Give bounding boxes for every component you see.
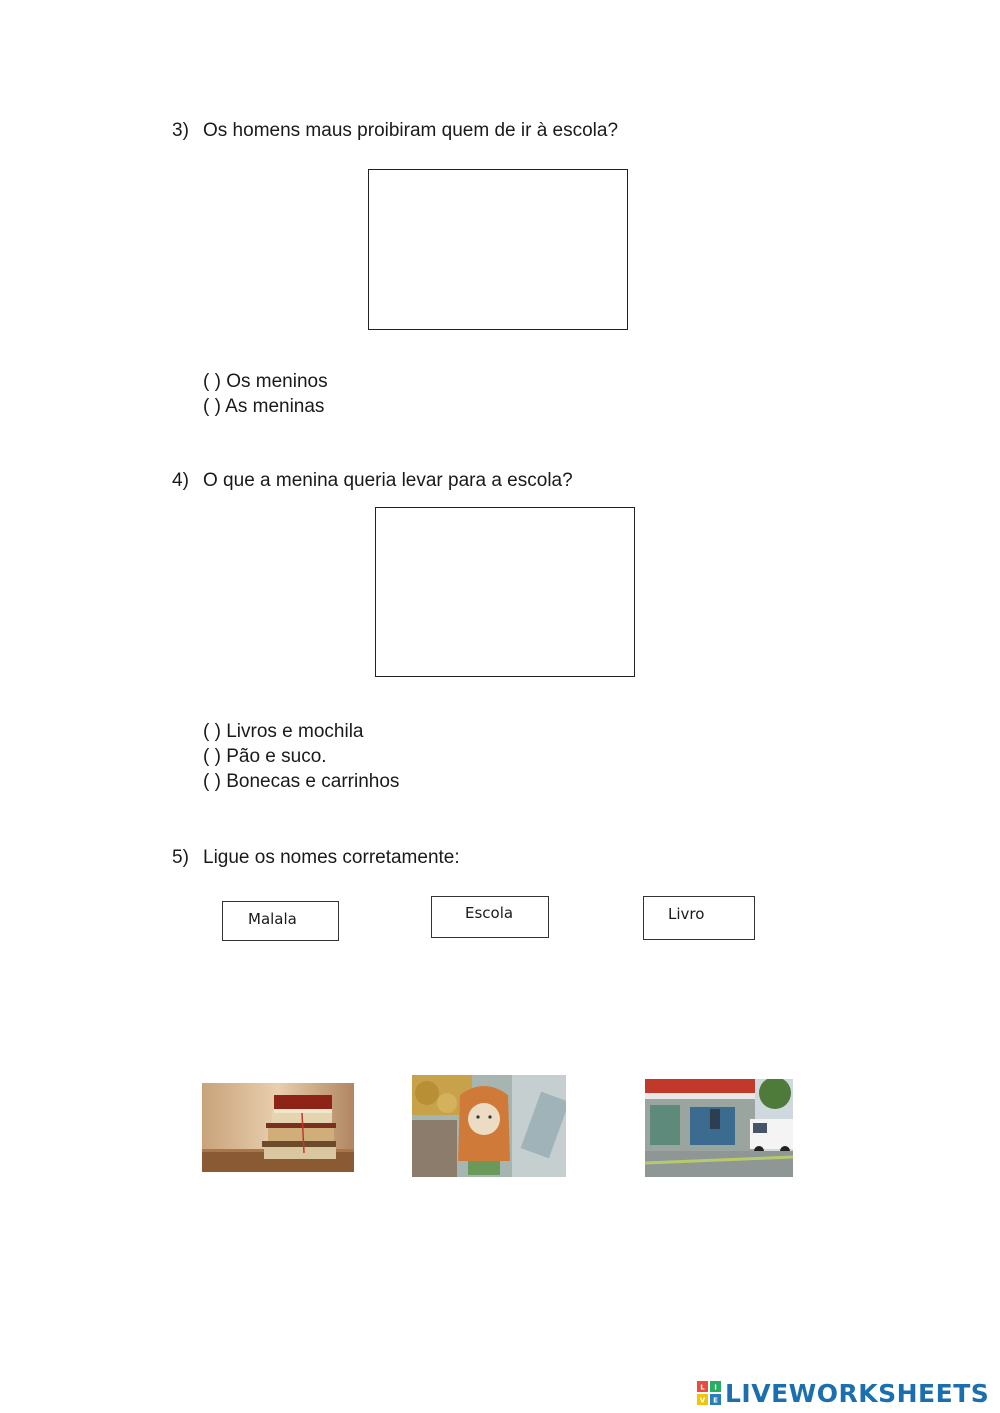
- option-os-meninos[interactable]: ( ) Os meninos: [203, 371, 328, 392]
- svg-text:V: V: [699, 1396, 706, 1405]
- question-number: 5): [172, 847, 189, 868]
- question-5: [172, 847, 460, 869]
- answer-drop-box[interactable]: [368, 169, 628, 330]
- name-box-escola[interactable]: Escola: [431, 896, 549, 938]
- option-bonecas-e-carrinhos[interactable]: ( ) Bonecas e carrinhos: [203, 771, 400, 792]
- option-pao-e-suco[interactable]: ( ) Pão e suco.: [203, 746, 327, 767]
- school-building-photo[interactable]: [645, 1079, 793, 1177]
- books-photo[interactable]: [202, 1083, 354, 1172]
- liveworksheets-logo-icon: [697, 1381, 721, 1405]
- question-number: 3): [172, 120, 189, 141]
- liveworksheets-logo[interactable]: [697, 1378, 989, 1408]
- question-text: Os homens maus proibiram quem de ir à escola?: [203, 120, 619, 141]
- name-box-livro[interactable]: Livro: [643, 896, 755, 940]
- question-3: [172, 120, 618, 142]
- question-4: [172, 470, 573, 492]
- option-as-meninas[interactable]: ( ) As meninas: [203, 396, 325, 417]
- option-livros-e-mochila[interactable]: ( ) Livros e mochila: [203, 721, 364, 742]
- question-text: O que a menina queria levar para a escola?: [203, 470, 573, 491]
- brand-text: LIVEWORKSHEETS: [725, 1378, 990, 1408]
- malala-illustration[interactable]: [412, 1075, 566, 1177]
- svg-text:E: E: [713, 1396, 718, 1405]
- question-number: 4): [172, 470, 189, 491]
- name-box-malala[interactable]: Malala: [222, 901, 339, 941]
- question-text: Ligue os nomes corretamente:: [203, 847, 460, 868]
- svg-text:I: I: [714, 1383, 717, 1392]
- answer-drop-box[interactable]: [375, 507, 635, 677]
- svg-text:L: L: [700, 1383, 705, 1392]
